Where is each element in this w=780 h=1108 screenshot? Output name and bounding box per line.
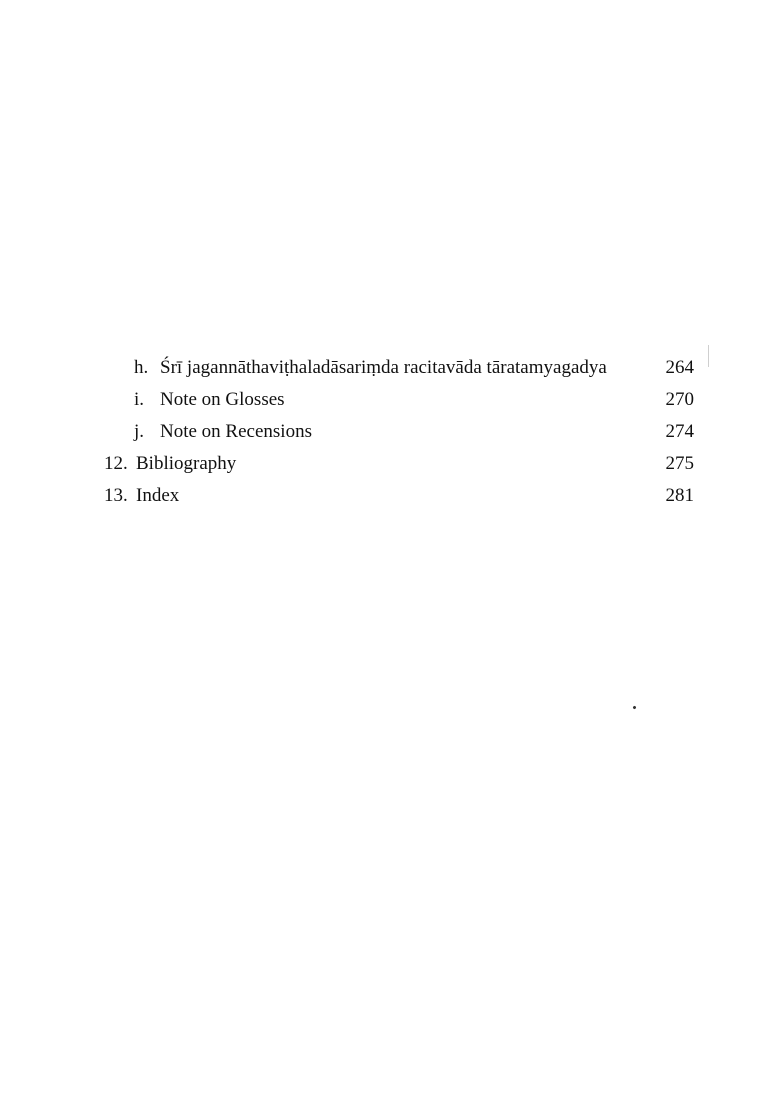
toc-entry-label: 13. <box>104 485 128 506</box>
scan-artifact-dot <box>632 705 636 709</box>
toc-entry <box>104 416 694 448</box>
toc-entry <box>104 448 694 480</box>
toc-entry-page-number: 270 <box>665 389 694 410</box>
toc-entry-label: 12. <box>104 453 128 474</box>
toc-entry-page-number: 275 <box>665 453 694 474</box>
toc-entry-page-number: 274 <box>665 421 694 442</box>
toc-entry <box>104 352 694 384</box>
toc-entry-title: Bibliography <box>136 453 237 474</box>
toc-entry <box>104 480 694 512</box>
toc-entry-title: Note on Recensions <box>160 421 312 442</box>
toc-entry-page-number: 281 <box>665 485 694 506</box>
toc-entry-title: Index <box>136 485 180 506</box>
toc-entry <box>104 384 694 416</box>
toc-entry-title: Śrī jagannāthaviṭhaladāsariṃda racitavāda tāratamyagadya <box>160 357 607 378</box>
toc-entry-label: h. <box>134 357 149 378</box>
toc-entry-label: i. <box>134 389 145 410</box>
scan-artifact-line <box>708 345 709 367</box>
table-of-contents <box>104 352 694 512</box>
toc-entry-label: j. <box>134 421 145 442</box>
toc-entry-title: Note on Glosses <box>160 389 285 410</box>
toc-entry-page-number: 264 <box>665 357 694 378</box>
